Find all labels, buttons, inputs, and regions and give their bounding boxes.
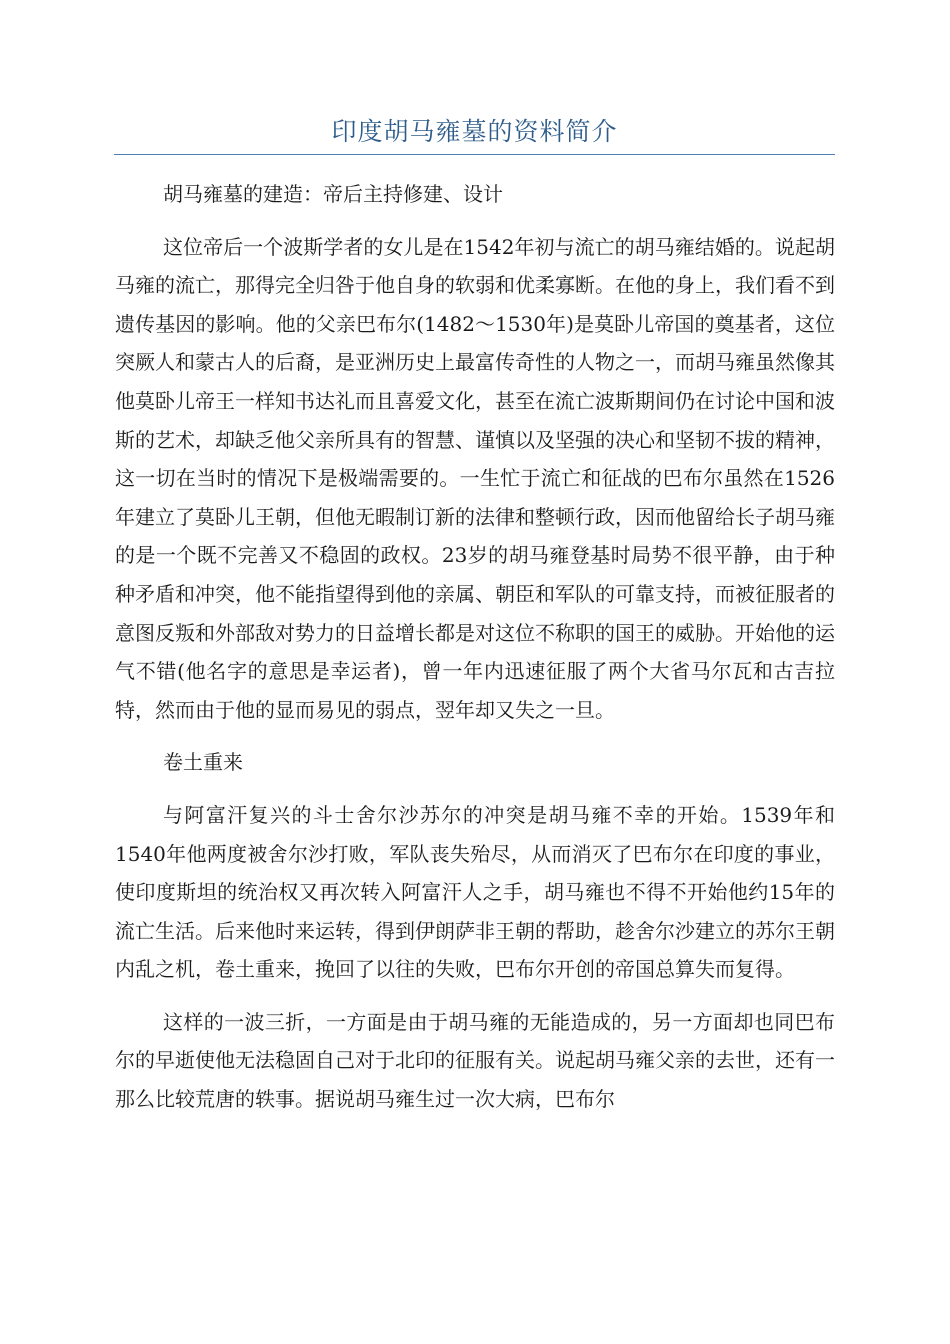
document-body: [115, 175, 835, 1133]
paragraph-conflict-sher-shah: 与阿富汗复兴的斗士舍尔沙苏尔的冲突是胡马雍不幸的开始。1539年和1540年他两度被舍尔沙打败，军队丧失殆尽，从而消灭了巴布尔在印度的事业，使印度斯坦的统治权又再次转入阿富汗人之手，胡马雍也不得不开始他约15年的流亡生活。后来他时来运转，得到伊朗萨非王朝的帮助，趁舍尔沙建立的苏尔王朝内乱之机，卷土重来，挽回了以往的失败，巴布尔开创的帝国总算失而复得。: [115, 802, 835, 982]
section-heading-comeback: 卷土重来: [163, 750, 243, 775]
document-title: 印度胡马雍墓的资料简介: [331, 117, 618, 146]
paragraph-setbacks: 这样的一波三折，一方面是由于胡马雍的无能造成的，另一方面却也同巴布尔的早逝使他无法稳固自己对于北印的征服有关。说起胡马雍父亲的去世，还有一那么比较荒唐的轶事。据说胡马雍生过一次大病，巴布尔: [115, 1009, 835, 1112]
paragraph-empress-background: 这位帝后一个波斯学者的女儿是在1542年初与流亡的胡马雍结婚的。说起胡马雍的流亡，那得完全归咎于他自身的软弱和优柔寡断。在他的身上，我们看不到遗传基因的影响。他的父亲巴布尔(1482～1530年)是莫卧儿帝国的奠基者，这位突厥人和蒙古人的后裔，是亚洲历史上最富传奇性的人物之一，而胡马雍虽然像其他莫卧儿帝王一样知书达礼而且喜爱文化，甚至在流亡波斯期间仍在讨论中国和波斯的艺术，却缺乏他父亲所具有的智慧、谨慎以及坚强的决心和坚韧不拔的精神，这一切在当时的情况下是极端需要的。一生忙于流亡和征战的巴布尔虽然在1526年建立了莫卧儿王朝，但他无暇制订新的法律和整顿行政，因而他留给长子胡马雍的是一个既不完善又不稳固的政权。23岁的胡马雍登基时局势不很平静，由于种种矛盾和冲突，他不能指望得到他的亲属、朝臣和军队的可靠支持，而被征服者的意图反叛和外部敌对势力的日益增长都是对这位不称职的国王的威胁。开始他的运气不错(他名字的意思是幸运者)，曾一年内迅速征服了两个大省马尔瓦和古吉拉特，然而由于他的显而易见的弱点，翌年却又失之一旦。: [115, 234, 835, 722]
title-underline: [114, 154, 835, 155]
section-heading-construction: 胡马雍墓的建造：帝后主持修建、设计: [163, 182, 503, 206]
